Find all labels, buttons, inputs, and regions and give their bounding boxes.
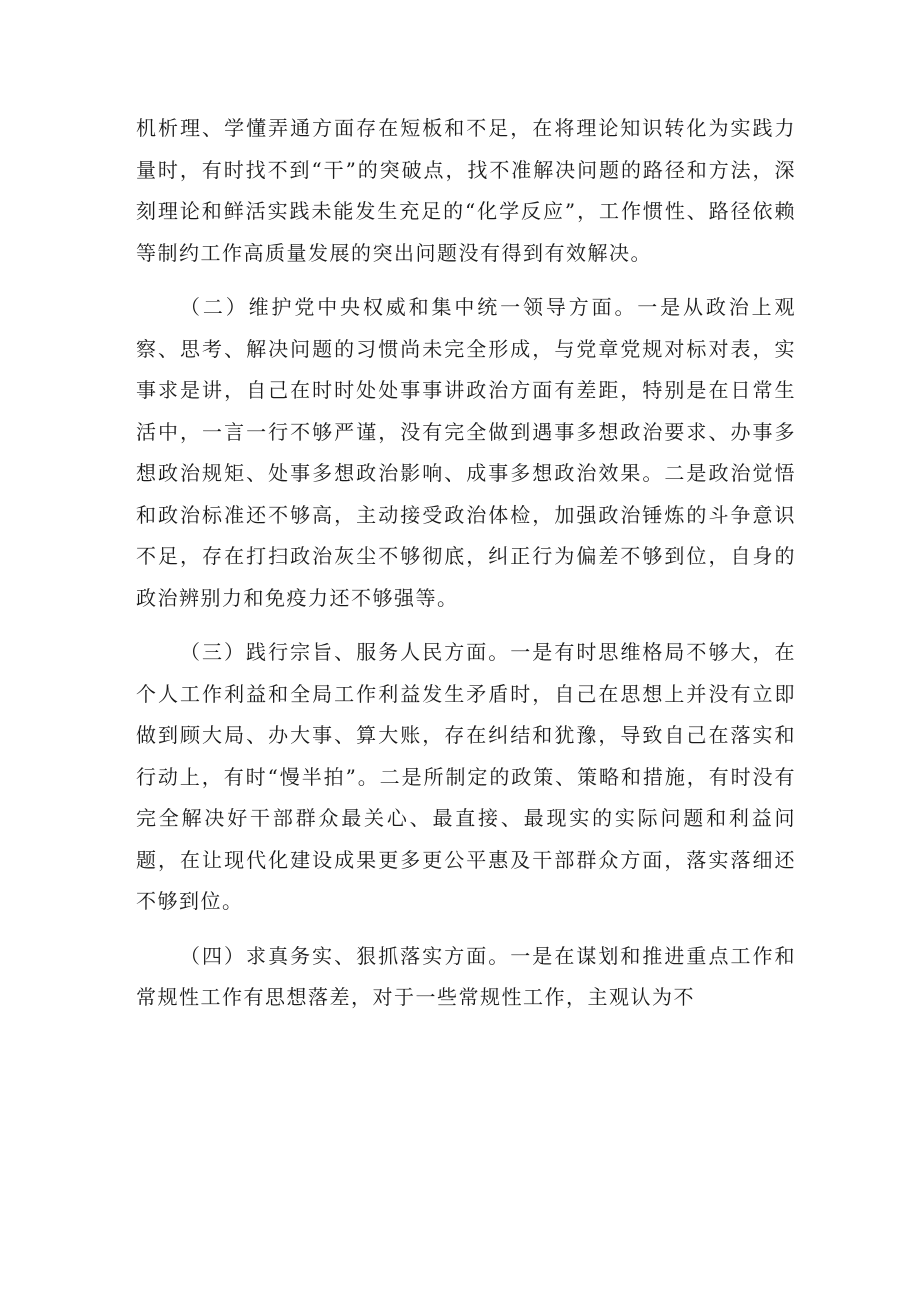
document-body: [136, 108, 796, 1019]
paragraph-section-three: （三）践行宗旨、服务人民方面。一是有时思维格局不够大，在个人工作利益和全局工作利益发生矛盾时，自己在思想上并没有立即做到顾大局、办大事、算大账，存在纠结和犹豫，导致自己在落实和行动上，有时“慢半拍”。二是所制定的政策、策略和措施，有时没有完全解决好干部群众最关心、最直接、最现实的实际问题和利益问题，在让现代化建设成果更多更公平惠及干部群众方面，落实落细还不够到位。: [136, 640, 796, 913]
paragraph-section-four: （四）求真务实、狠抓落实方面。一是在谋划和推进重点工作和常规性工作有思想落差，对于一些常规性工作，主观认为不: [136, 943, 796, 1009]
paragraph-continuation: 机析理、学懂弄通方面存在短板和不足，在将理论知识转化为实践力量时，有时找不到“干”的突破点，找不准解决问题的路径和方法，深刻理论和鲜活实践未能发生充足的“化学反应”，工作惯性、路径依赖等制约工作高质量发展的突出问题没有得到有效解决。: [136, 116, 796, 265]
paragraph-section-two: （二）维护党中央权威和集中统一领导方面。一是从政治上观察、思考、解决问题的习惯尚未完全形成，与党章党规对标对表，实事求是讲，自己在时时处处事事讲政治方面有差距，特别是在日常生活中，一言一行不够严谨，没有完全做到遇事多想政治要求、办事多想政治规矩、处事多想政治影响、成事多想政治效果。二是政治觉悟和政治标准还不够高，主动接受政治体检，加强政治锤炼的斗争意识不足，存在打扫政治灰尘不够彻底，纠正行为偏差不够到位，自身的政治辨别力和免疫力还不够强等。: [136, 295, 796, 610]
